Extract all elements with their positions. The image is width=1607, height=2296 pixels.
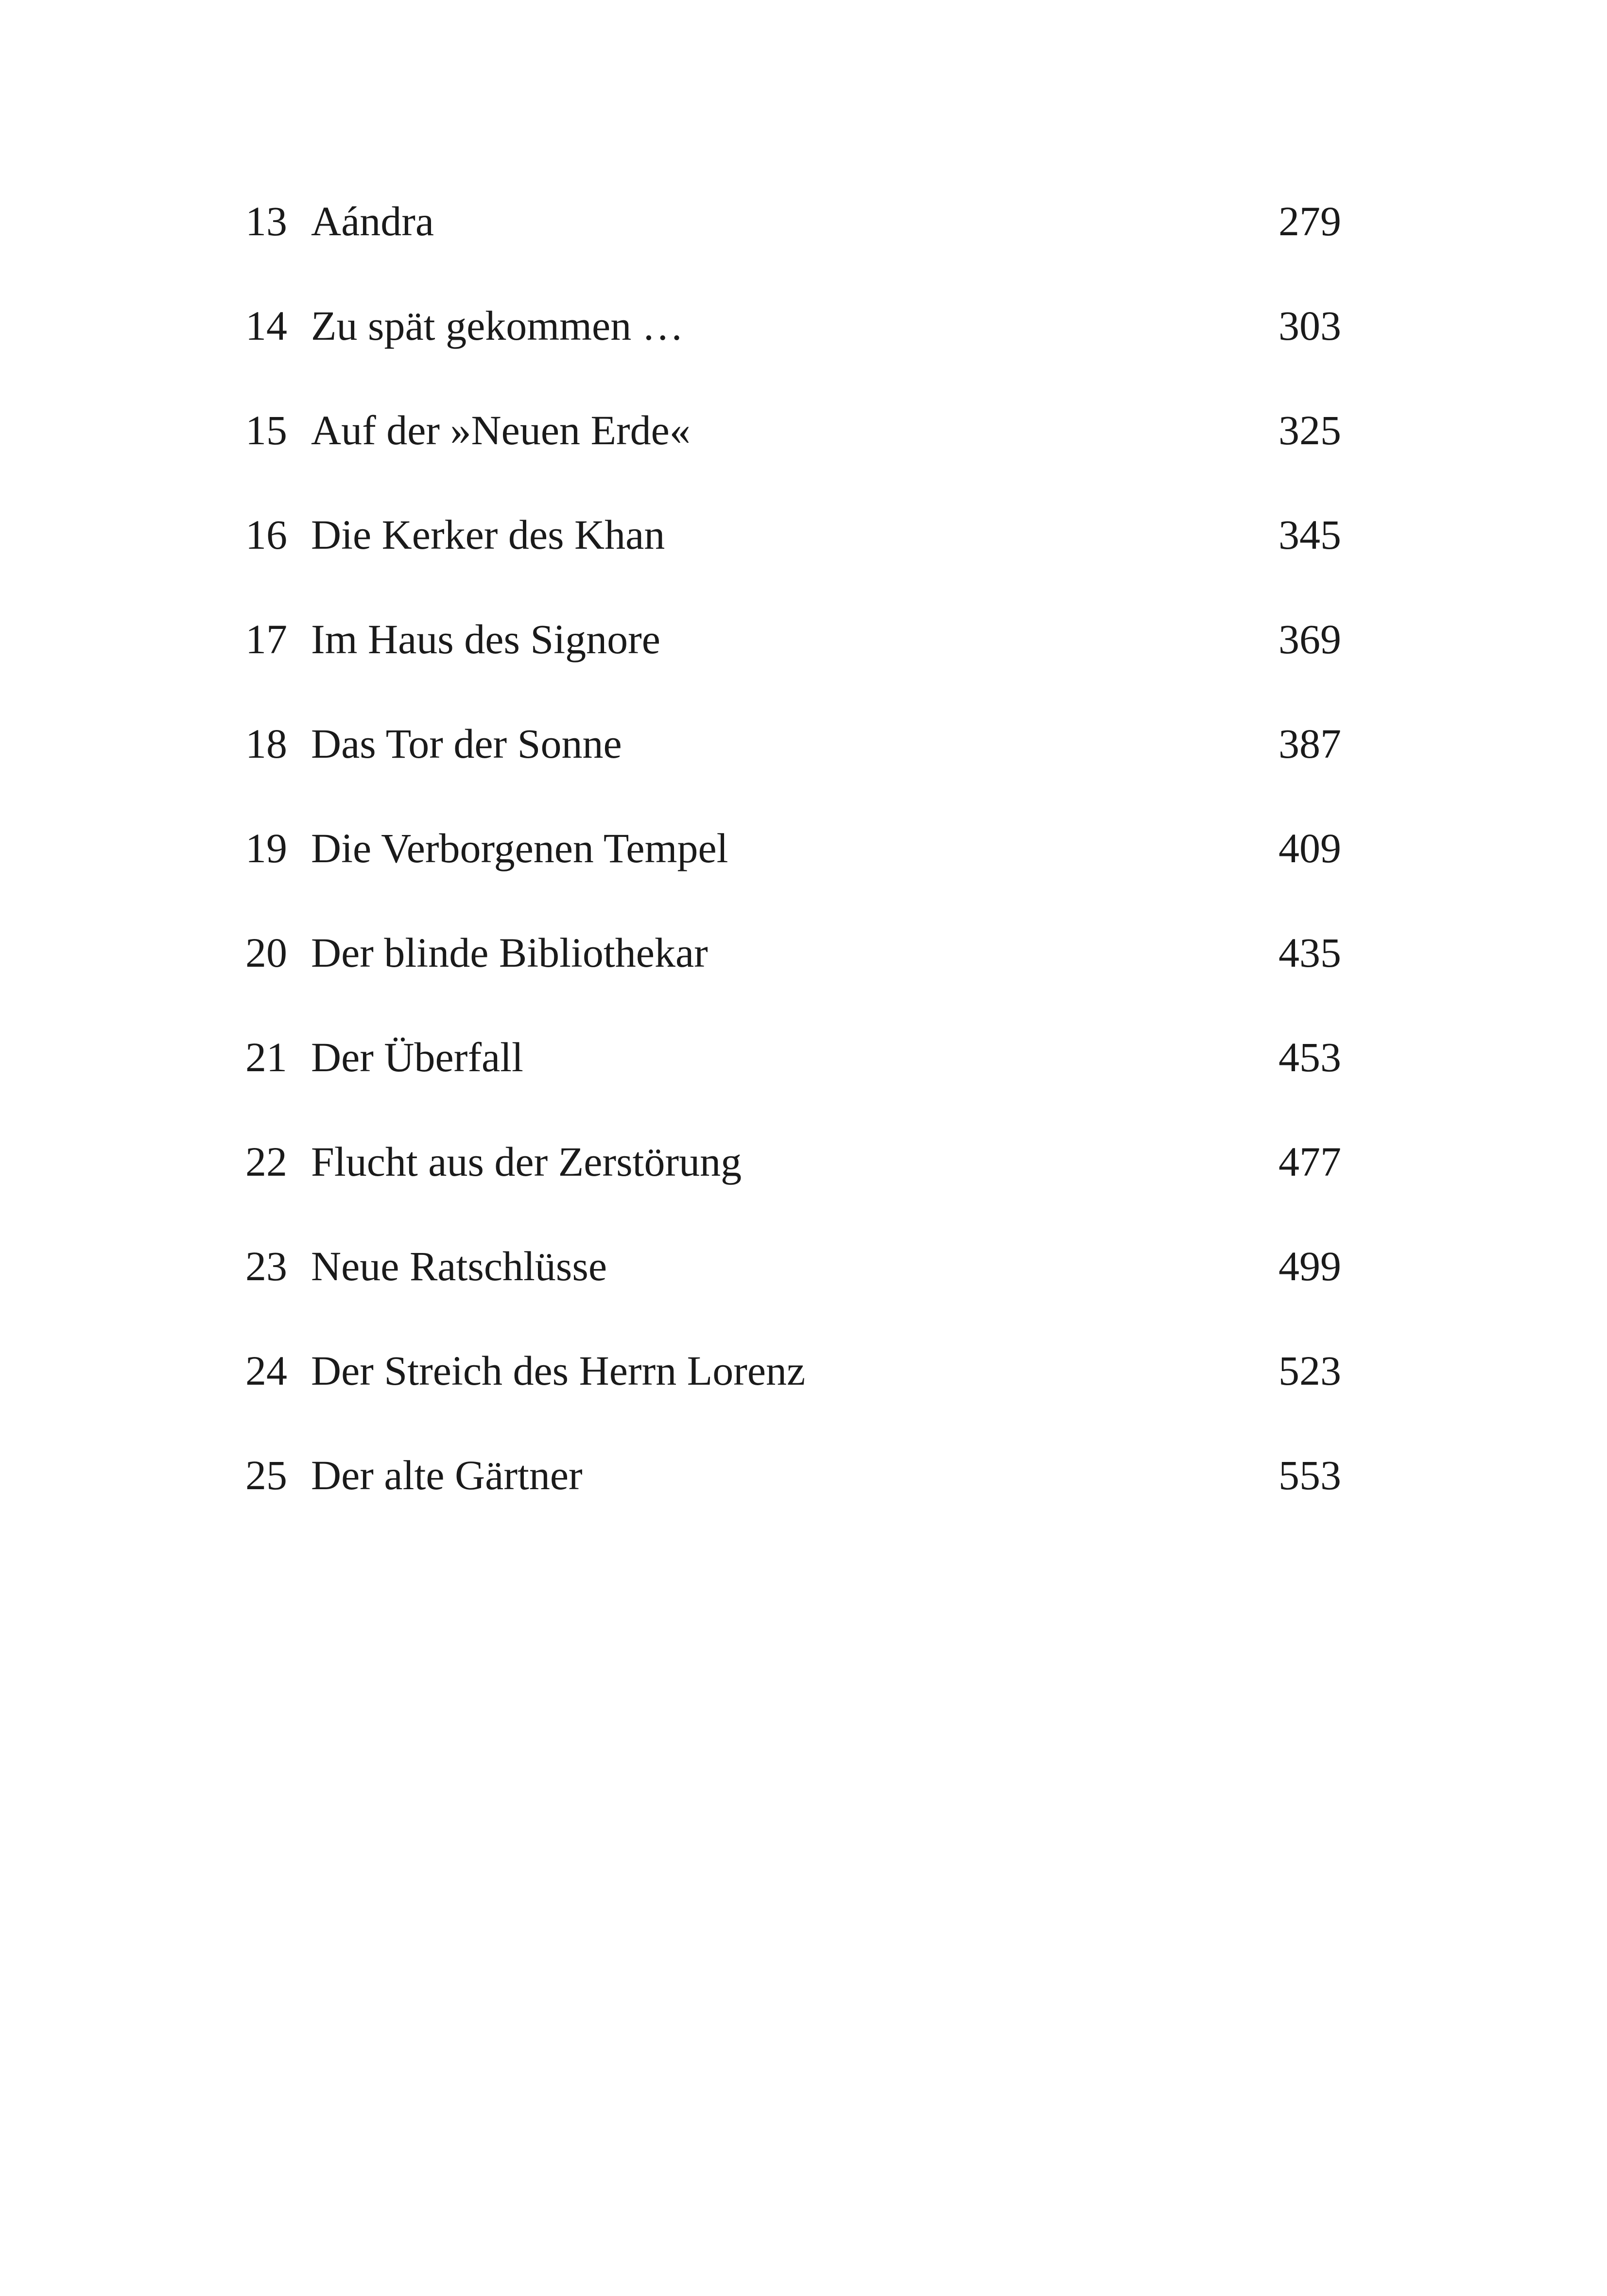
chapter-number: 13: [245, 198, 287, 244]
toc-entry: [0, 1446, 1607, 1504]
toc-entry: [0, 610, 1607, 668]
toc-entry: [0, 1132, 1607, 1191]
chapter-title: Der blinde Bibliothekar: [311, 929, 708, 976]
chapter-number: 19: [245, 825, 287, 871]
chapter-number: 15: [245, 407, 287, 453]
chapter-title: Die Verborgenen Tempel: [311, 825, 728, 871]
chapter-title: Neue Ratschlüsse: [311, 1243, 607, 1289]
toc-entry: [0, 1237, 1607, 1295]
page-number: 499: [1279, 1243, 1341, 1289]
toc-entry: [0, 296, 1607, 355]
toc-entry: [0, 714, 1607, 773]
page-number: 387: [1279, 720, 1341, 767]
chapter-number: 18: [245, 720, 287, 767]
chapter-number: 17: [245, 616, 287, 662]
toc-entry: [0, 923, 1607, 982]
page-number: 325: [1279, 407, 1341, 453]
toc-entry: [0, 505, 1607, 564]
page-number: 435: [1279, 929, 1341, 976]
toc-entry: [0, 1028, 1607, 1086]
chapter-title: Der Überfall: [311, 1034, 523, 1080]
toc-entry: [0, 819, 1607, 877]
chapter-title: Auf der »Neuen Erde«: [311, 407, 691, 453]
chapter-number: 16: [245, 511, 287, 558]
page-number: 553: [1279, 1452, 1341, 1498]
chapter-number: 24: [245, 1347, 287, 1394]
chapter-title: Die Kerker des Khan: [311, 511, 665, 558]
page-number: 409: [1279, 825, 1341, 871]
chapter-title: Der alte Gärtner: [311, 1452, 583, 1498]
chapter-title: Flucht aus der Zerstörung: [311, 1138, 742, 1185]
chapter-number: 14: [245, 302, 287, 349]
page-number: 279: [1279, 198, 1341, 244]
page-number: 523: [1279, 1347, 1341, 1394]
chapter-number: 22: [245, 1138, 287, 1185]
chapter-title: Im Haus des Signore: [311, 616, 660, 662]
page-number: 477: [1279, 1138, 1341, 1185]
page-number: 345: [1279, 511, 1341, 558]
page-number: 453: [1279, 1034, 1341, 1080]
chapter-number: 20: [245, 929, 287, 976]
toc-entry: [0, 401, 1607, 459]
chapter-title: Der Streich des Herrn Lorenz: [311, 1347, 806, 1394]
toc-entry: [0, 1341, 1607, 1400]
chapter-title: Zu spät gekommen …: [311, 302, 684, 349]
toc-entry: [0, 192, 1607, 250]
chapter-title: Aándra: [311, 198, 434, 244]
chapter-title: Das Tor der Sonne: [311, 720, 622, 767]
chapter-number: 21: [245, 1034, 287, 1080]
chapter-number: 25: [245, 1452, 287, 1498]
chapter-number: 23: [245, 1243, 287, 1289]
page-number: 303: [1279, 302, 1341, 349]
page-number: 369: [1279, 616, 1341, 662]
